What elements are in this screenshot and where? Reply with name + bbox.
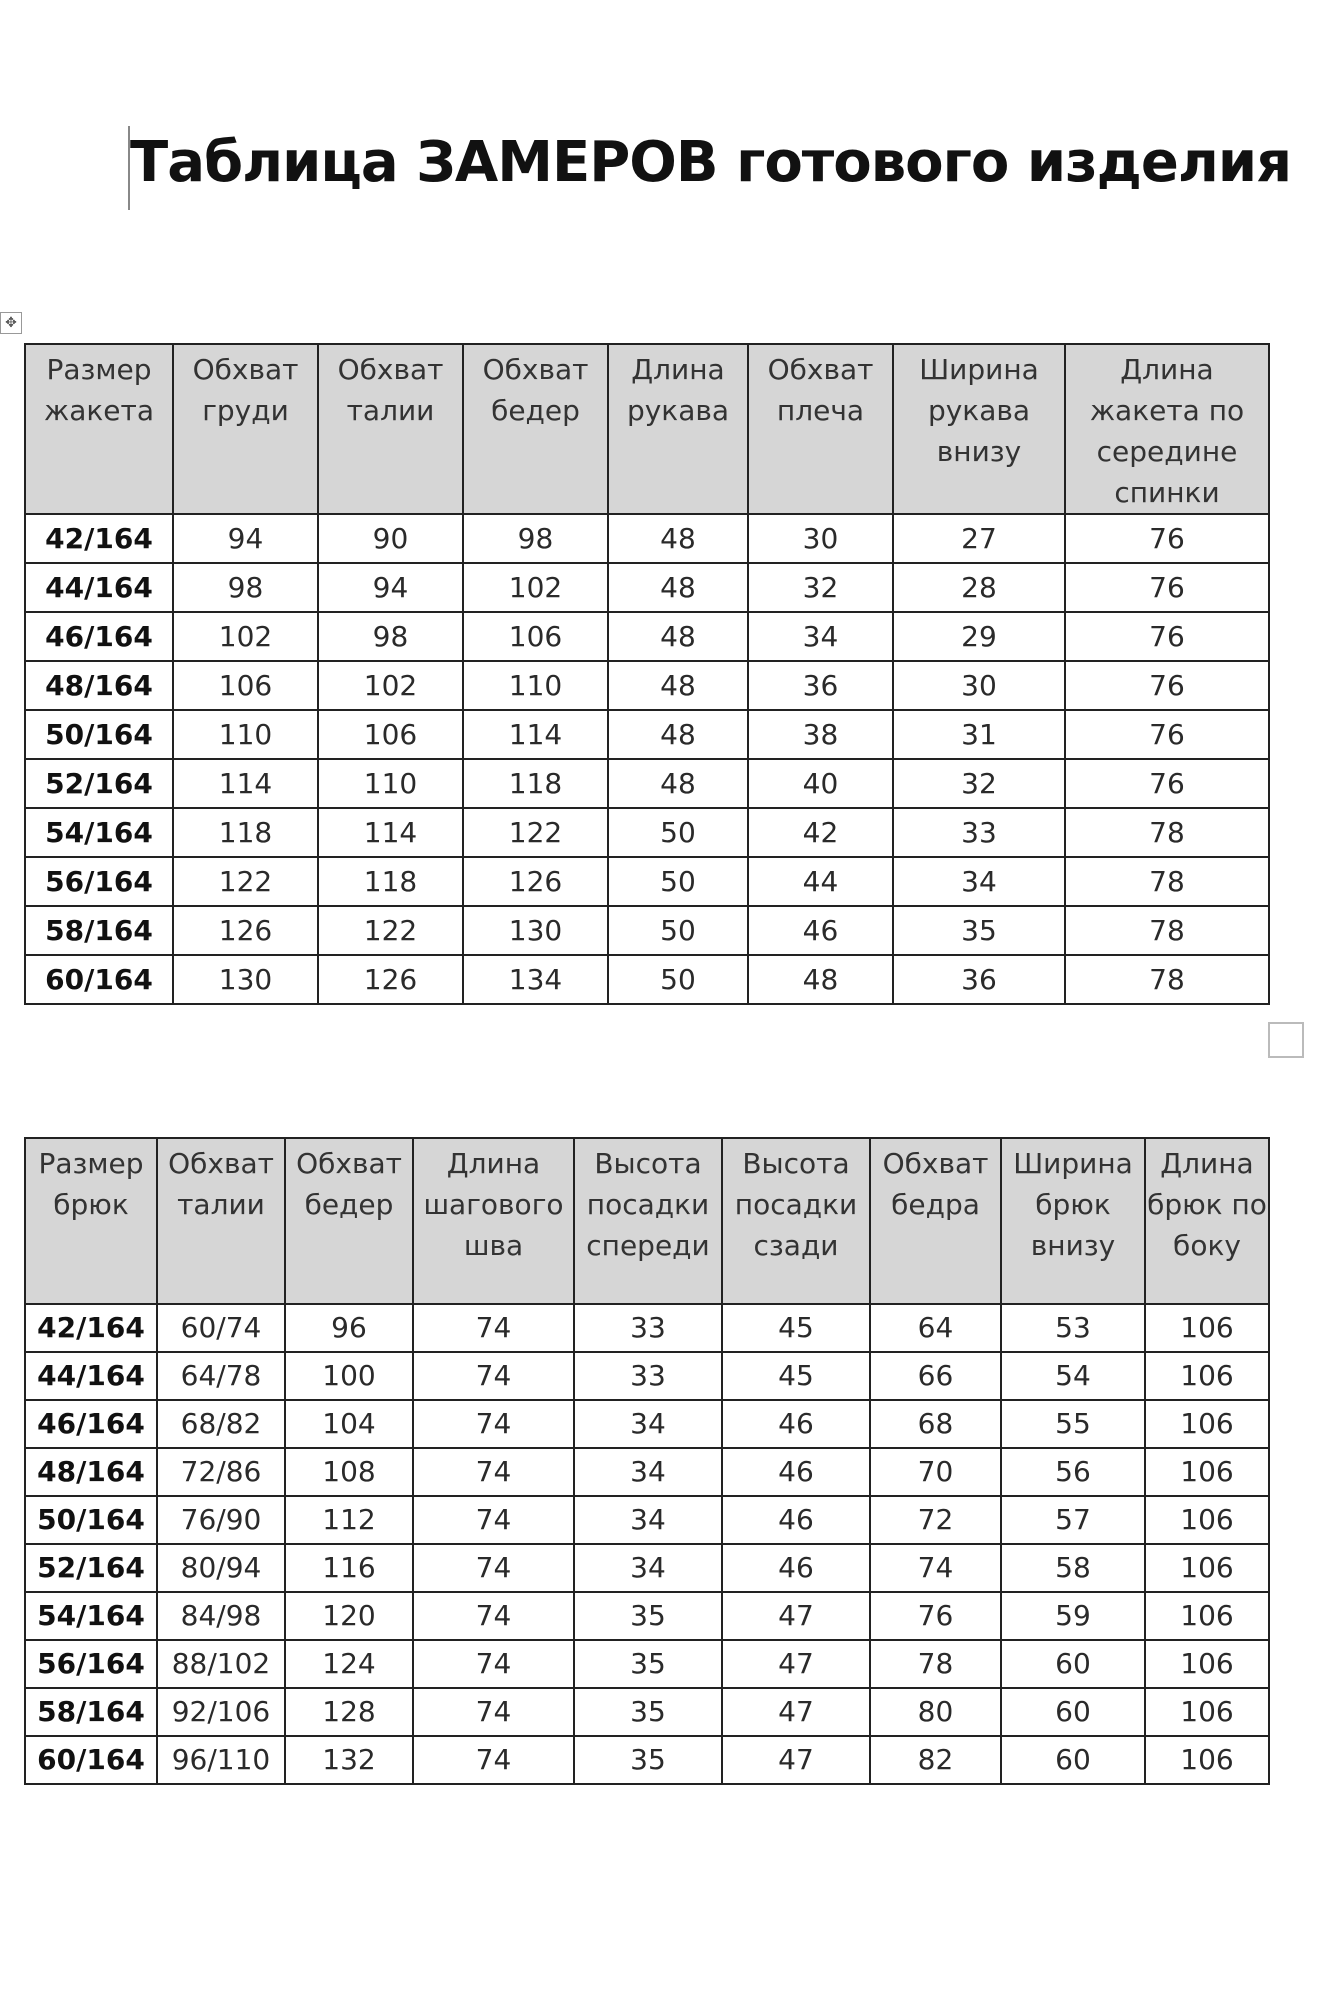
value-cell: 90 — [318, 514, 463, 563]
header-cell: Размер брюк — [25, 1138, 157, 1304]
value-cell: 116 — [285, 1544, 413, 1592]
value-cell: 106 — [1145, 1688, 1269, 1736]
value-cell: 82 — [870, 1736, 1001, 1784]
value-cell: 80 — [870, 1688, 1001, 1736]
size-cell: 46/164 — [25, 612, 173, 661]
header-cell: Обхват бедер — [463, 344, 608, 514]
value-cell: 60/74 — [157, 1304, 285, 1352]
value-cell: 47 — [722, 1592, 870, 1640]
value-cell: 68/82 — [157, 1400, 285, 1448]
size-cell: 44/164 — [25, 1352, 157, 1400]
value-cell: 60 — [1001, 1640, 1145, 1688]
size-cell: 42/164 — [25, 1304, 157, 1352]
header-cell: Обхват бедер — [285, 1138, 413, 1304]
table-row — [25, 808, 1269, 857]
table-row — [25, 710, 1269, 759]
value-cell: 98 — [173, 563, 318, 612]
value-cell: 104 — [285, 1400, 413, 1448]
value-cell: 106 — [1145, 1736, 1269, 1784]
value-cell: 35 — [574, 1688, 722, 1736]
value-cell: 60 — [1001, 1736, 1145, 1784]
value-cell: 120 — [285, 1592, 413, 1640]
value-cell: 48 — [608, 612, 748, 661]
size-cell: 50/164 — [25, 1496, 157, 1544]
value-cell: 76 — [1065, 710, 1269, 759]
value-cell: 50 — [608, 857, 748, 906]
value-cell: 76 — [1065, 612, 1269, 661]
size-cell: 48/164 — [25, 661, 173, 710]
table-row — [25, 906, 1269, 955]
value-cell: 78 — [1065, 808, 1269, 857]
value-cell: 53 — [1001, 1304, 1145, 1352]
value-cell: 124 — [285, 1640, 413, 1688]
value-cell: 106 — [1145, 1544, 1269, 1592]
value-cell: 118 — [318, 857, 463, 906]
value-cell: 47 — [722, 1736, 870, 1784]
value-cell: 46 — [722, 1544, 870, 1592]
table-row — [25, 1640, 1269, 1688]
value-cell: 50 — [608, 955, 748, 1004]
size-cell: 52/164 — [25, 759, 173, 808]
value-cell: 106 — [1145, 1304, 1269, 1352]
value-cell: 47 — [722, 1640, 870, 1688]
table-row — [25, 612, 1269, 661]
header-cell: Обхват плеча — [748, 344, 893, 514]
value-cell: 30 — [748, 514, 893, 563]
value-cell: 84/98 — [157, 1592, 285, 1640]
table-row — [25, 1736, 1269, 1784]
size-cell: 54/164 — [25, 808, 173, 857]
value-cell: 76 — [1065, 563, 1269, 612]
value-cell: 60 — [1001, 1688, 1145, 1736]
value-cell: 74 — [413, 1688, 574, 1736]
value-cell: 33 — [893, 808, 1065, 857]
value-cell: 76/90 — [157, 1496, 285, 1544]
size-cell: 48/164 — [25, 1448, 157, 1496]
value-cell: 34 — [574, 1496, 722, 1544]
value-cell: 106 — [318, 710, 463, 759]
value-cell: 130 — [463, 906, 608, 955]
table-row — [25, 661, 1269, 710]
header-cell: Ширина рукава внизу — [893, 344, 1065, 514]
value-cell: 35 — [574, 1640, 722, 1688]
value-cell: 46 — [748, 906, 893, 955]
value-cell: 102 — [173, 612, 318, 661]
value-cell: 92/106 — [157, 1688, 285, 1736]
value-cell: 126 — [318, 955, 463, 1004]
value-cell: 74 — [413, 1544, 574, 1592]
pants-measurements-table — [24, 1137, 1270, 1785]
table-row — [25, 1688, 1269, 1736]
value-cell: 32 — [893, 759, 1065, 808]
value-cell: 78 — [1065, 857, 1269, 906]
value-cell: 78 — [1065, 906, 1269, 955]
value-cell: 122 — [173, 857, 318, 906]
value-cell: 106 — [1145, 1640, 1269, 1688]
table-row — [25, 1496, 1269, 1544]
value-cell: 74 — [413, 1400, 574, 1448]
value-cell: 88/102 — [157, 1640, 285, 1688]
value-cell: 46 — [722, 1400, 870, 1448]
size-cell: 60/164 — [25, 955, 173, 1004]
value-cell: 74 — [413, 1448, 574, 1496]
value-cell: 106 — [1145, 1592, 1269, 1640]
header-cell: Длина рукава — [608, 344, 748, 514]
size-cell: 42/164 — [25, 514, 173, 563]
value-cell: 114 — [173, 759, 318, 808]
value-cell: 72/86 — [157, 1448, 285, 1496]
value-cell: 28 — [893, 563, 1065, 612]
value-cell: 126 — [463, 857, 608, 906]
value-cell: 106 — [1145, 1400, 1269, 1448]
header-cell: Высота посадки сзади — [722, 1138, 870, 1304]
value-cell: 35 — [574, 1736, 722, 1784]
value-cell: 130 — [173, 955, 318, 1004]
value-cell: 74 — [413, 1640, 574, 1688]
value-cell: 27 — [893, 514, 1065, 563]
value-cell: 56 — [1001, 1448, 1145, 1496]
value-cell: 98 — [463, 514, 608, 563]
value-cell: 40 — [748, 759, 893, 808]
value-cell: 31 — [893, 710, 1065, 759]
value-cell: 98 — [318, 612, 463, 661]
value-cell: 118 — [173, 808, 318, 857]
value-cell: 80/94 — [157, 1544, 285, 1592]
value-cell: 74 — [413, 1352, 574, 1400]
header-cell: Размер жакета — [25, 344, 173, 514]
header-cell: Обхват талии — [318, 344, 463, 514]
table-row — [25, 759, 1269, 808]
value-cell: 106 — [1145, 1448, 1269, 1496]
value-cell: 33 — [574, 1352, 722, 1400]
value-cell: 57 — [1001, 1496, 1145, 1544]
value-cell: 72 — [870, 1496, 1001, 1544]
value-cell: 48 — [608, 563, 748, 612]
value-cell: 48 — [608, 514, 748, 563]
value-cell: 45 — [722, 1304, 870, 1352]
value-cell: 30 — [893, 661, 1065, 710]
table-row — [25, 955, 1269, 1004]
size-cell: 50/164 — [25, 710, 173, 759]
value-cell: 122 — [318, 906, 463, 955]
value-cell: 78 — [870, 1640, 1001, 1688]
value-cell: 48 — [608, 661, 748, 710]
value-cell: 128 — [285, 1688, 413, 1736]
size-cell: 56/164 — [25, 1640, 157, 1688]
value-cell: 106 — [1145, 1496, 1269, 1544]
value-cell: 74 — [413, 1592, 574, 1640]
value-cell: 74 — [413, 1496, 574, 1544]
value-cell: 34 — [574, 1400, 722, 1448]
value-cell: 110 — [318, 759, 463, 808]
value-cell: 134 — [463, 955, 608, 1004]
value-cell: 35 — [893, 906, 1065, 955]
value-cell: 55 — [1001, 1400, 1145, 1448]
value-cell: 76 — [1065, 661, 1269, 710]
value-cell: 74 — [413, 1304, 574, 1352]
value-cell: 70 — [870, 1448, 1001, 1496]
value-cell: 102 — [463, 563, 608, 612]
table-row — [25, 1304, 1269, 1352]
table-row — [25, 1448, 1269, 1496]
value-cell: 50 — [608, 808, 748, 857]
value-cell: 46 — [722, 1448, 870, 1496]
value-cell: 106 — [1145, 1352, 1269, 1400]
value-cell: 59 — [1001, 1592, 1145, 1640]
value-cell: 66 — [870, 1352, 1001, 1400]
value-cell: 122 — [463, 808, 608, 857]
value-cell: 34 — [893, 857, 1065, 906]
value-cell: 76 — [1065, 514, 1269, 563]
value-cell: 68 — [870, 1400, 1001, 1448]
value-cell: 114 — [318, 808, 463, 857]
value-cell: 48 — [608, 710, 748, 759]
value-cell: 106 — [173, 661, 318, 710]
value-cell: 44 — [748, 857, 893, 906]
table-row — [25, 514, 1269, 563]
size-cell: 44/164 — [25, 563, 173, 612]
value-cell: 38 — [748, 710, 893, 759]
size-cell: 54/164 — [25, 1592, 157, 1640]
value-cell: 46 — [722, 1496, 870, 1544]
header-cell: Обхват груди — [173, 344, 318, 514]
table-row — [25, 857, 1269, 906]
table-row — [25, 1352, 1269, 1400]
value-cell: 29 — [893, 612, 1065, 661]
value-cell: 47 — [722, 1688, 870, 1736]
value-cell: 96 — [285, 1304, 413, 1352]
page-title: Таблица ЗАМЕРОВ готового изделия — [130, 130, 1292, 195]
value-cell: 34 — [574, 1544, 722, 1592]
value-cell: 76 — [870, 1592, 1001, 1640]
value-cell: 118 — [463, 759, 608, 808]
value-cell: 76 — [1065, 759, 1269, 808]
value-cell: 112 — [285, 1496, 413, 1544]
table-row — [25, 1400, 1269, 1448]
value-cell: 54 — [1001, 1352, 1145, 1400]
value-cell: 50 — [608, 906, 748, 955]
header-cell: Обхват талии — [157, 1138, 285, 1304]
value-cell: 132 — [285, 1736, 413, 1784]
value-cell: 36 — [748, 661, 893, 710]
header-cell: Обхват бедра — [870, 1138, 1001, 1304]
value-cell: 48 — [748, 955, 893, 1004]
table-header-row — [25, 1138, 1269, 1304]
value-cell: 74 — [413, 1736, 574, 1784]
header-cell: Длина брюк по боку — [1145, 1138, 1269, 1304]
value-cell: 58 — [1001, 1544, 1145, 1592]
table-resize-handle[interactable] — [1268, 1022, 1304, 1058]
value-cell: 45 — [722, 1352, 870, 1400]
value-cell: 34 — [748, 612, 893, 661]
table-row — [25, 1544, 1269, 1592]
value-cell: 106 — [463, 612, 608, 661]
value-cell: 78 — [1065, 955, 1269, 1004]
value-cell: 33 — [574, 1304, 722, 1352]
table-move-handle-icon[interactable]: ✥ — [0, 312, 22, 334]
size-cell: 56/164 — [25, 857, 173, 906]
value-cell: 36 — [893, 955, 1065, 1004]
value-cell: 64/78 — [157, 1352, 285, 1400]
size-cell: 58/164 — [25, 906, 173, 955]
table-header-row — [25, 344, 1269, 514]
size-cell: 60/164 — [25, 1736, 157, 1784]
value-cell: 102 — [318, 661, 463, 710]
value-cell: 35 — [574, 1592, 722, 1640]
value-cell: 34 — [574, 1448, 722, 1496]
value-cell: 100 — [285, 1352, 413, 1400]
size-cell: 58/164 — [25, 1688, 157, 1736]
table-row — [25, 1592, 1269, 1640]
value-cell: 42 — [748, 808, 893, 857]
table-row — [25, 563, 1269, 612]
value-cell: 114 — [463, 710, 608, 759]
value-cell: 74 — [870, 1544, 1001, 1592]
size-cell: 46/164 — [25, 1400, 157, 1448]
value-cell: 126 — [173, 906, 318, 955]
header-cell: Высота посадки спереди — [574, 1138, 722, 1304]
value-cell: 32 — [748, 563, 893, 612]
jacket-measurements-table — [24, 343, 1270, 1005]
header-cell: Ширина брюк внизу — [1001, 1138, 1145, 1304]
value-cell: 94 — [173, 514, 318, 563]
header-cell: Длина жакета по середине спинки — [1065, 344, 1269, 514]
value-cell: 96/110 — [157, 1736, 285, 1784]
value-cell: 110 — [463, 661, 608, 710]
value-cell: 94 — [318, 563, 463, 612]
value-cell: 108 — [285, 1448, 413, 1496]
value-cell: 64 — [870, 1304, 1001, 1352]
value-cell: 48 — [608, 759, 748, 808]
value-cell: 110 — [173, 710, 318, 759]
size-cell: 52/164 — [25, 1544, 157, 1592]
header-cell: Длина шагового шва — [413, 1138, 574, 1304]
